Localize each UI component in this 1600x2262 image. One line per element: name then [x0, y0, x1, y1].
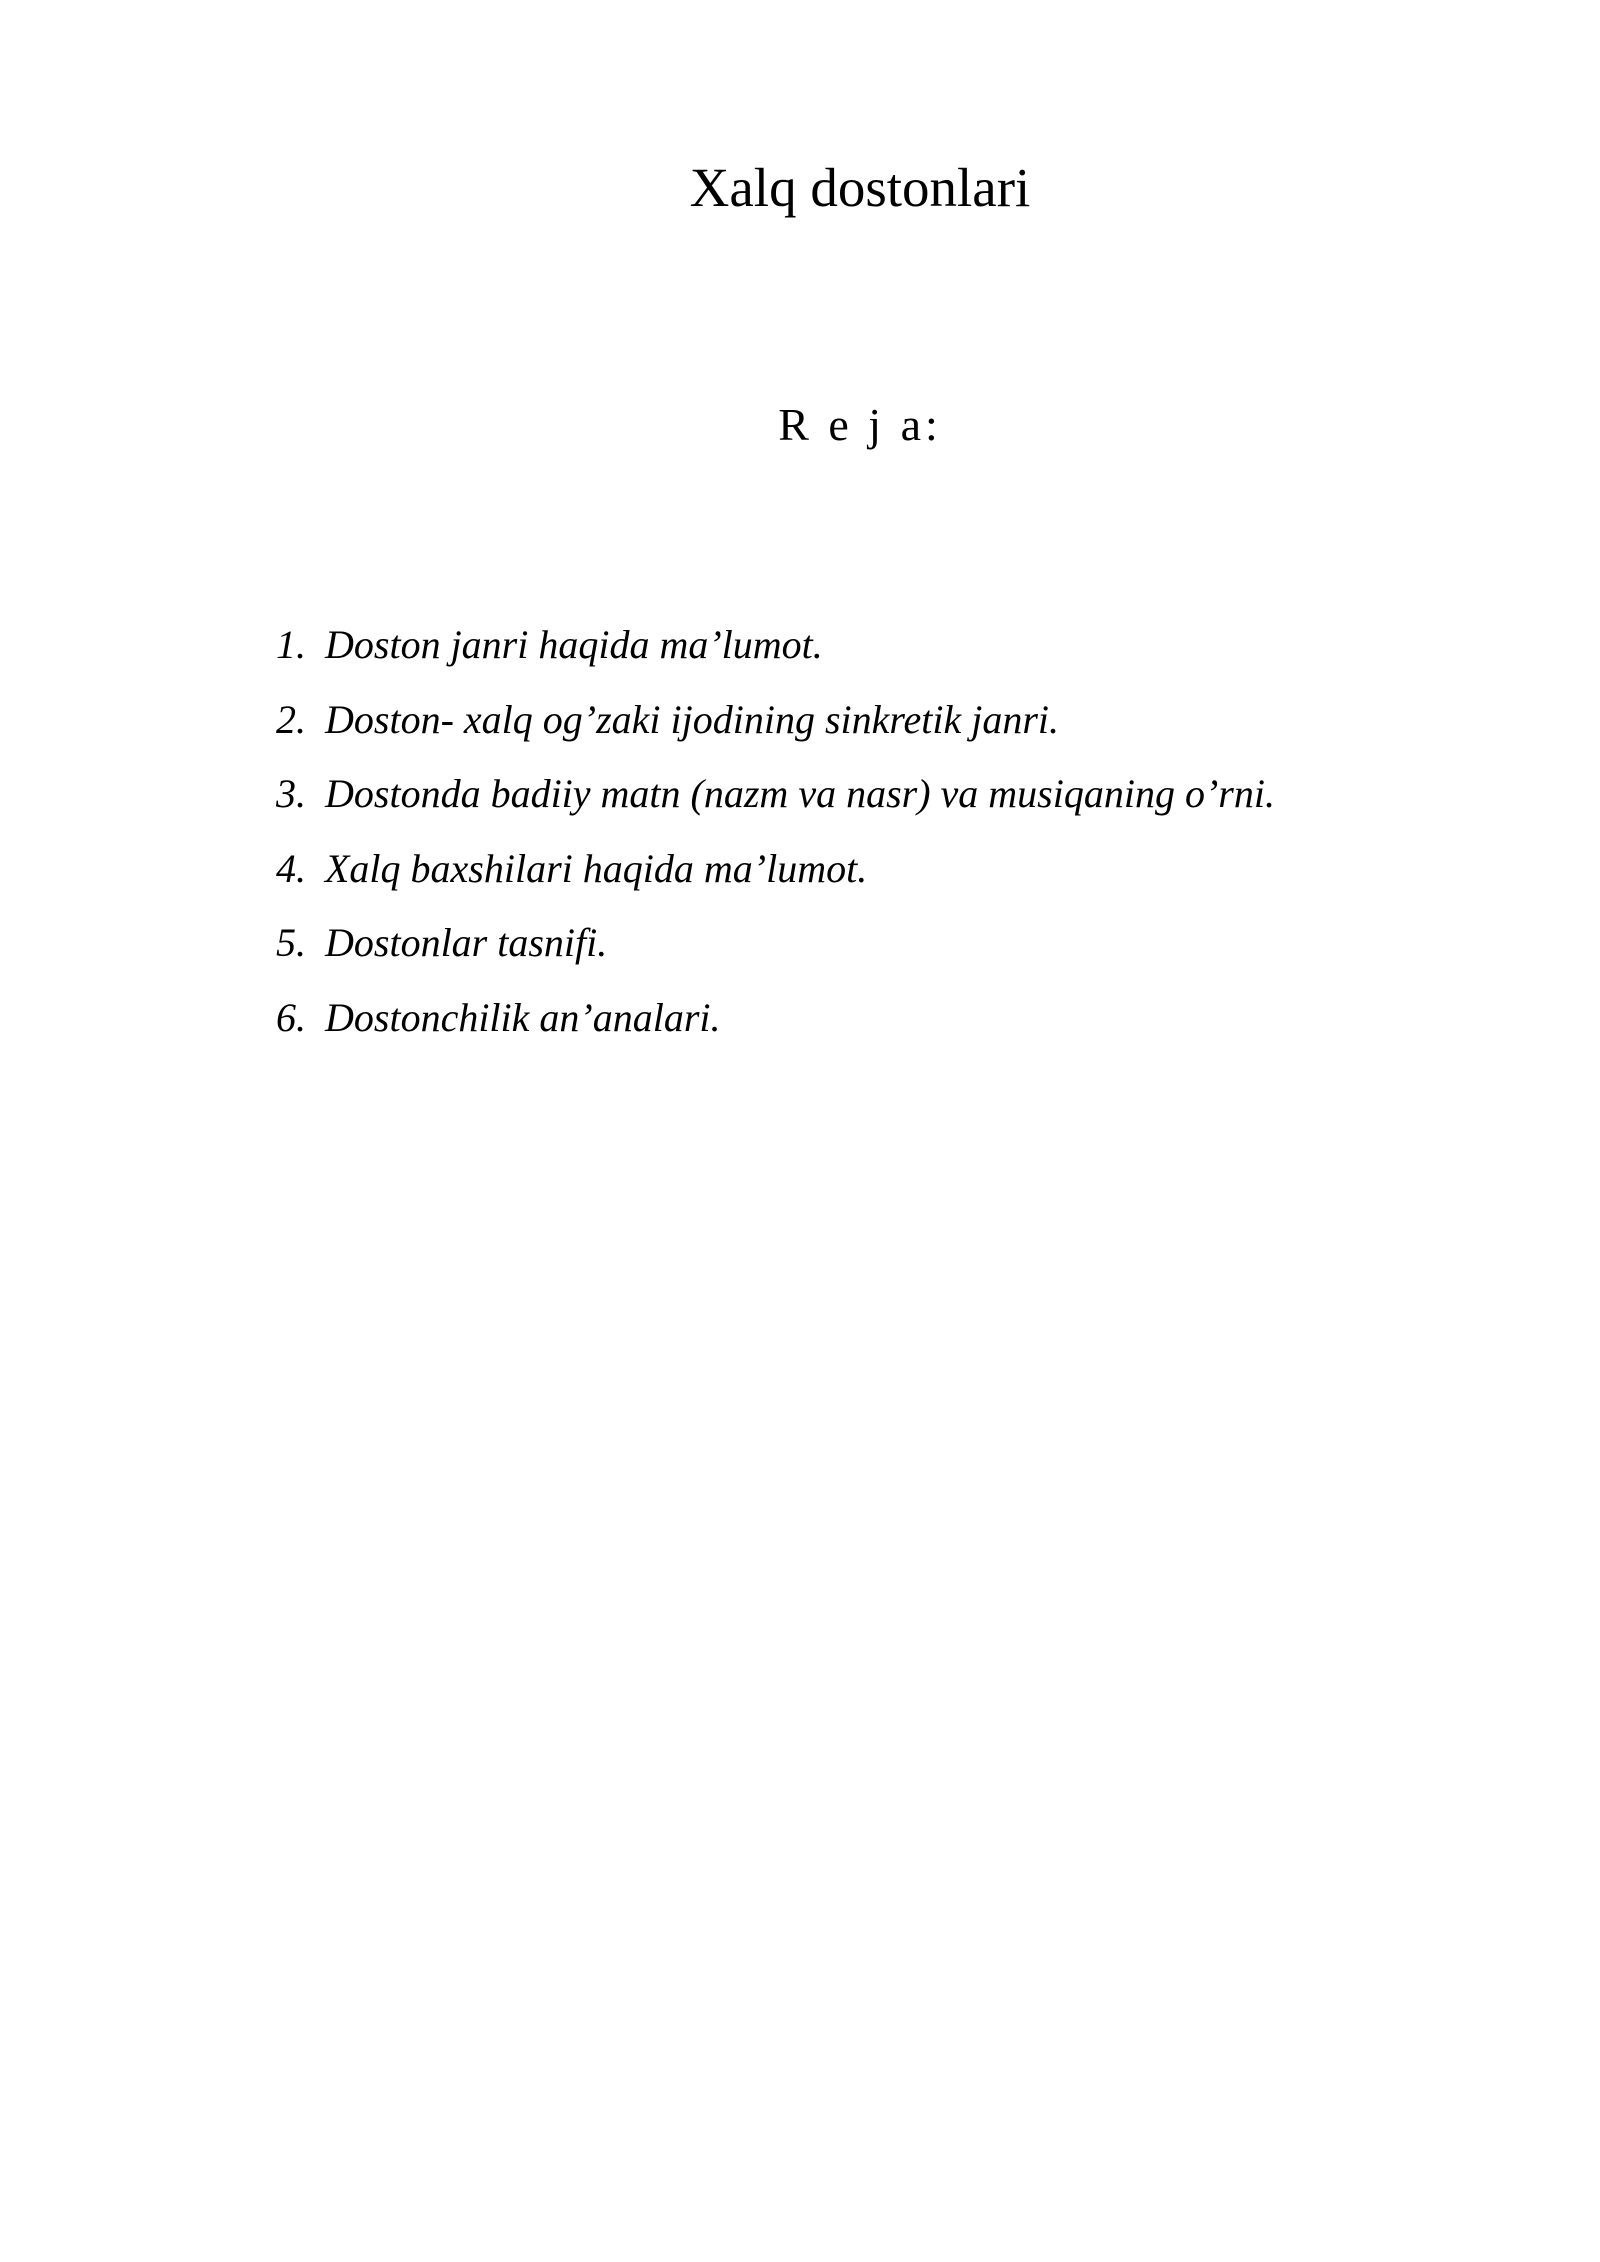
plan-item: [276, 981, 1275, 1056]
plan-item-number: 4.: [276, 845, 306, 891]
plan-item-text: Doston janri haqida ma’lumot.: [325, 622, 823, 667]
plan-item: [276, 683, 1275, 758]
document-title: Xalq dostonlari: [689, 157, 1031, 218]
plan-list: [276, 608, 1275, 1055]
plan-item-number: 1.: [276, 622, 306, 667]
plan-item: [276, 757, 1275, 832]
plan-item-number: 6.: [276, 994, 306, 1040]
plan-item-number: 2.: [276, 696, 306, 742]
plan-item: [276, 832, 1275, 907]
plan-item-text: Doston- xalq og’zaki ijodining sinkretik janri.: [325, 696, 1060, 742]
plan-item-text: Dostonda badiiy matn (nazm va nasr) va musiqaning o’rni.: [325, 771, 1275, 816]
plan-item: [276, 906, 1275, 981]
plan-item-number: 5.: [276, 920, 306, 965]
plan-heading: R e j a:: [778, 399, 942, 450]
plan-item-text: Dostonchilik an’analari.: [325, 994, 721, 1040]
plan-item-text: Dostonlar tasnifi.: [325, 920, 608, 965]
plan-item-text: Xalq baxshilari haqida ma’lumot.: [325, 845, 868, 891]
plan-item-number: 3.: [276, 771, 306, 816]
plan-item: [276, 608, 1275, 683]
